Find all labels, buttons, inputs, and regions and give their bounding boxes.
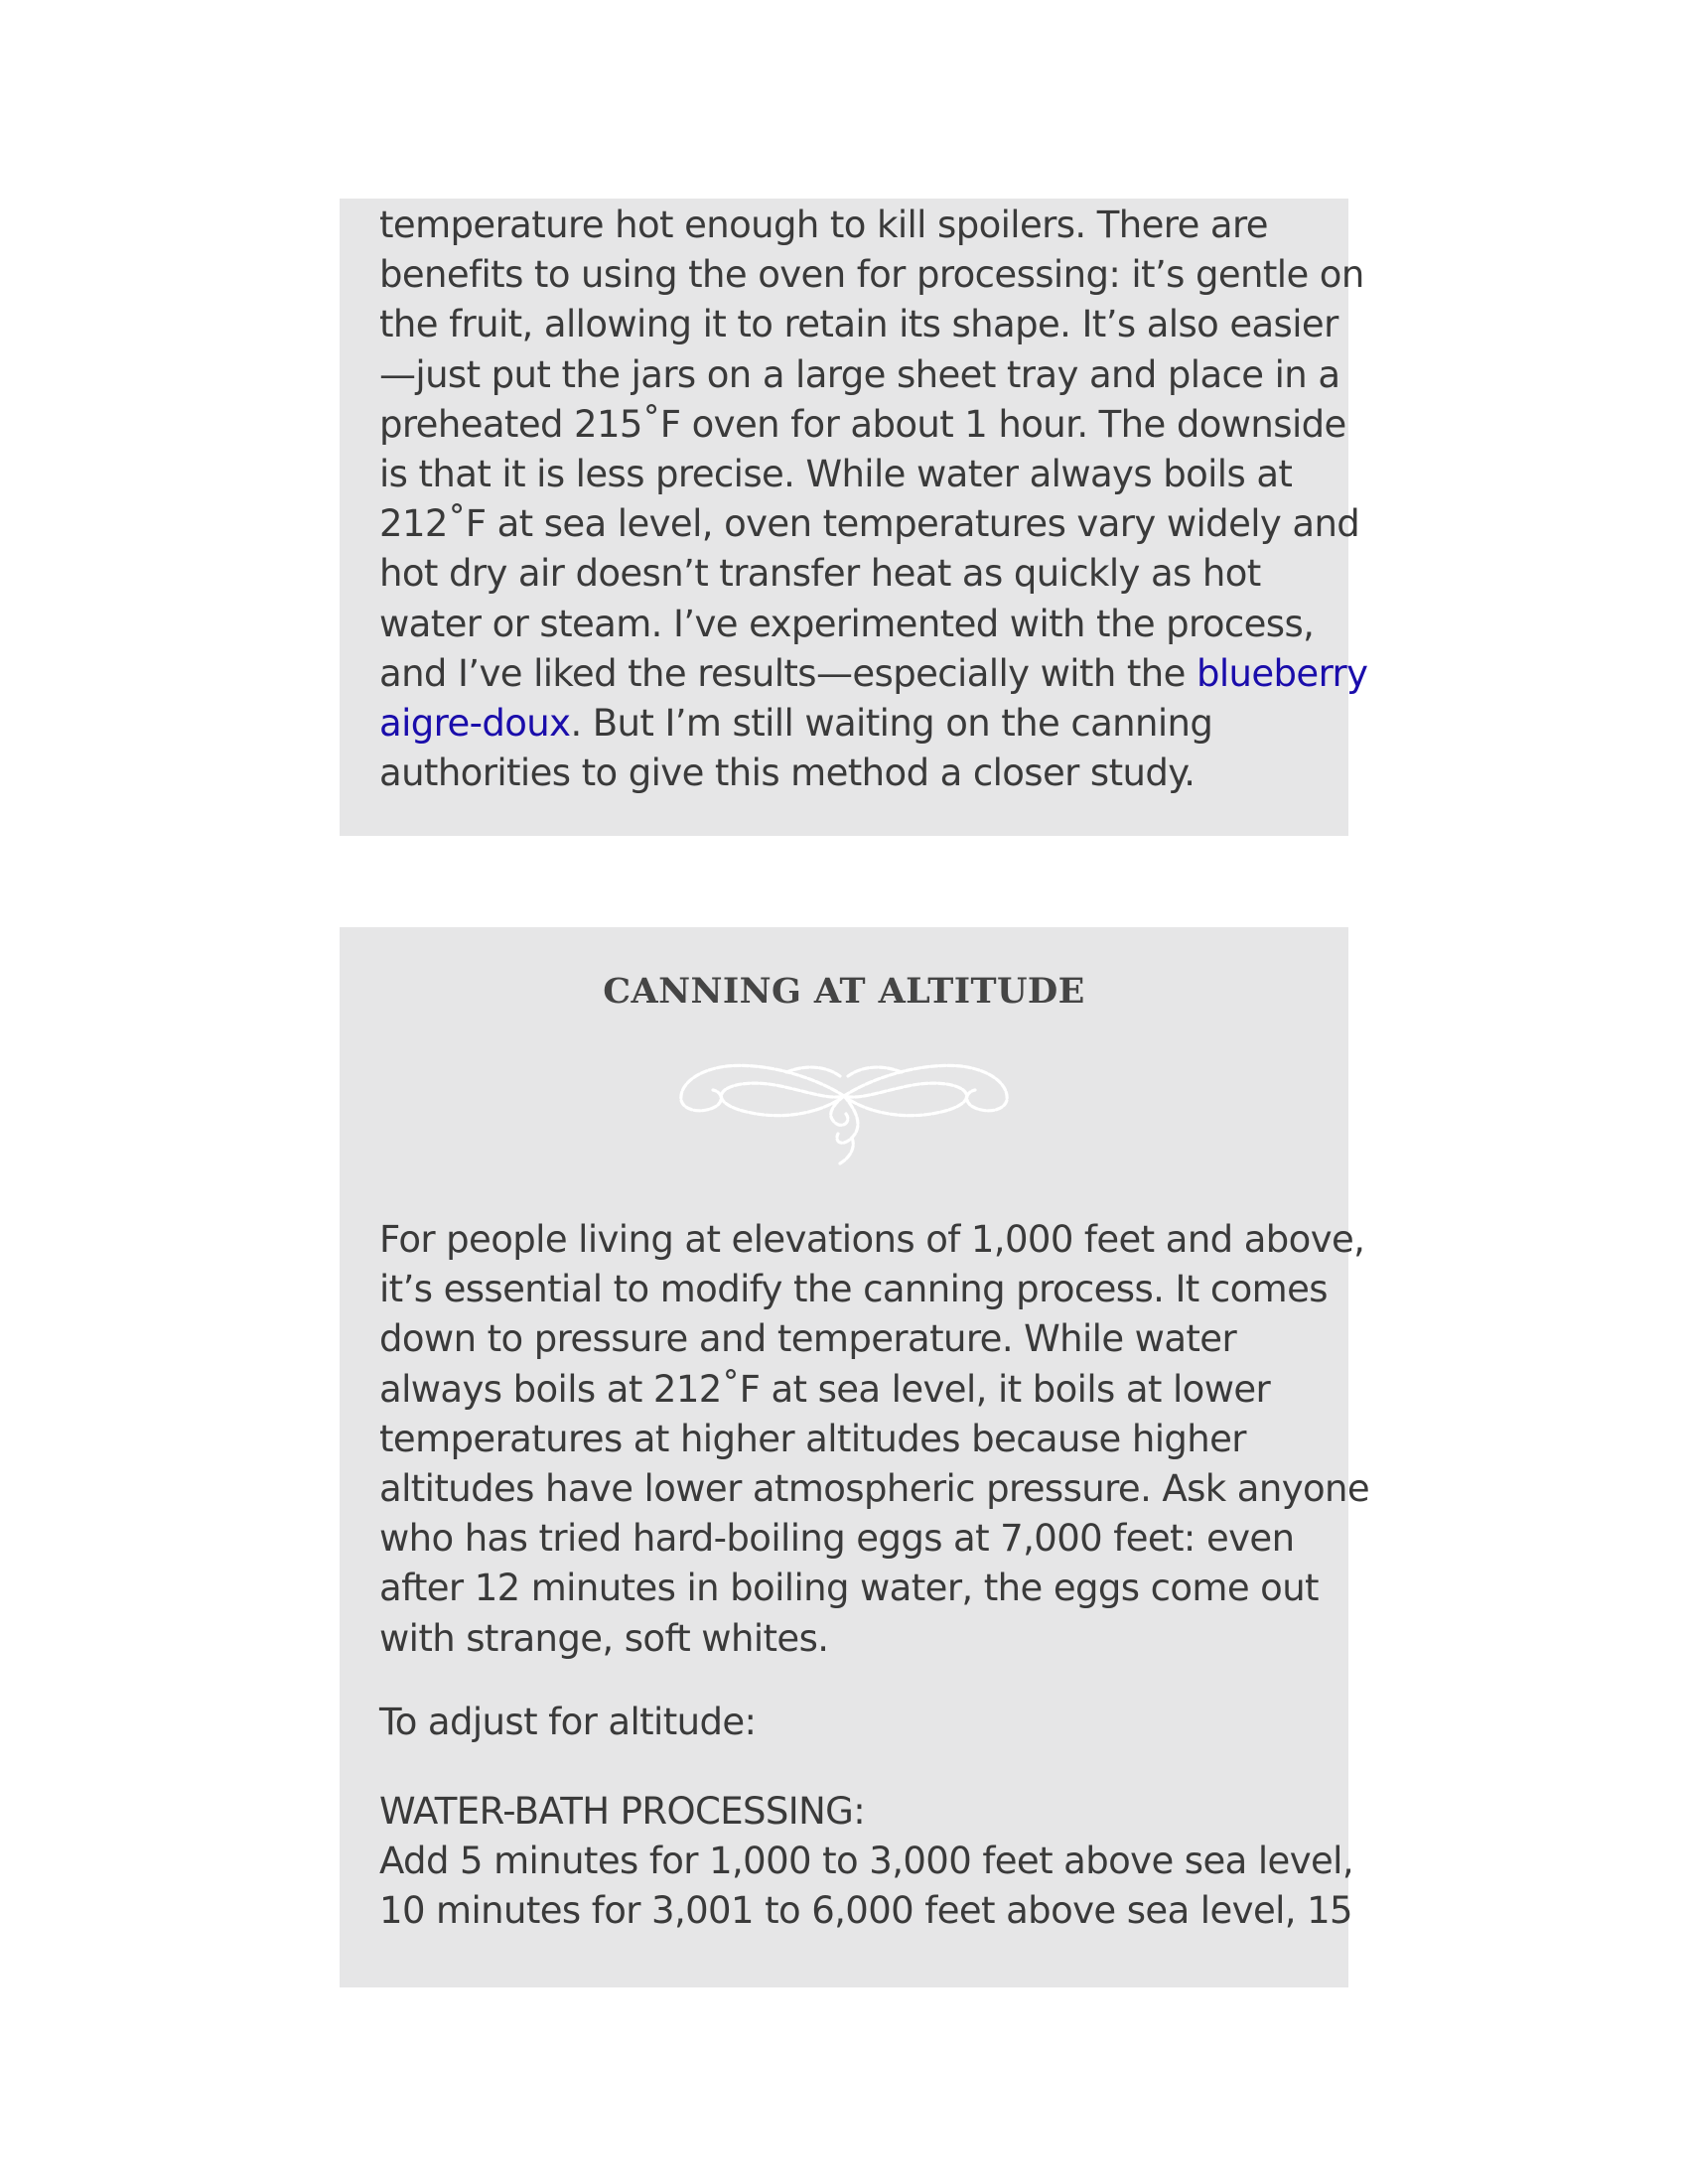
text-line: To adjust for altitude: bbox=[379, 1701, 757, 1743]
text-line: altitudes have lower atmospheric pressure. Ask anyone bbox=[379, 1467, 1370, 1511]
text-line: always boils at 212˚F at sea level, it boils at lower bbox=[379, 1367, 1271, 1411]
blueberry-aigre-doux-link[interactable]: blueberry bbox=[1196, 651, 1368, 695]
oven-processing-text bbox=[379, 201, 1367, 798]
text-line: after 12 minutes in boiling water, the eggs come out bbox=[379, 1567, 1319, 1610]
text-line: temperature hot enough to kill spoilers. There are bbox=[379, 204, 1268, 246]
water-bath-heading: WATER-BATH PROCESSING: bbox=[379, 1790, 866, 1833]
text-line: hot dry air doesn’t transfer heat as quickly as hot bbox=[379, 552, 1261, 596]
flourish-ornament-icon bbox=[677, 1052, 1011, 1169]
oven-processing-sidebar bbox=[340, 199, 1368, 836]
text-line-with-link bbox=[379, 649, 1367, 699]
text-segment: and I’ve liked the results—especially with the bbox=[379, 651, 1196, 695]
text-line: 212˚F at sea level, oven temperatures vary widely and bbox=[379, 502, 1360, 546]
water-bath-section bbox=[379, 1787, 1353, 1937]
text-line: temperatures at higher altitudes because higher bbox=[379, 1417, 1246, 1460]
text-line-with-link bbox=[379, 699, 1367, 749]
text-line: Add 5 minutes for 1,000 to 3,000 feet above sea level, bbox=[379, 1840, 1353, 1883]
text-line: water or steam. I’ve experimented with the process, bbox=[379, 602, 1315, 645]
text-line: with strange, soft whites. bbox=[379, 1616, 829, 1660]
text-line: For people living at elevations of 1,000 feet and above, bbox=[379, 1218, 1365, 1261]
text-line: 10 minutes for 3,001 to 6,000 feet above sea level, 15 bbox=[379, 1889, 1352, 1933]
text-line: —just put the jars on a large sheet tray and place in a bbox=[379, 352, 1340, 396]
adjust-intro-paragraph bbox=[379, 1698, 756, 1747]
text-line: is that it is less precise. While water always boils at bbox=[379, 453, 1293, 496]
text-line: down to pressure and temperature. While water bbox=[379, 1317, 1237, 1361]
text-line: it’s essential to modify the canning process. It comes bbox=[379, 1268, 1328, 1311]
text-line: authorities to give this method a closer study. bbox=[379, 751, 1196, 795]
text-line: preheated 215˚F oven for about 1 hour. The downside bbox=[379, 402, 1346, 446]
canning-at-altitude-sidebar bbox=[340, 927, 1370, 1987]
text-line: benefits to using the oven for processing: it’s gentle on bbox=[379, 253, 1364, 297]
text-line: who has tried hard-boiling eggs at 7,000 feet: even bbox=[379, 1517, 1295, 1561]
blueberry-aigre-doux-link-continued[interactable]: aigre-doux bbox=[379, 702, 571, 746]
text-segment: . But I’m still waiting on the canning bbox=[570, 702, 1213, 746]
altitude-explanation-paragraph bbox=[379, 1215, 1369, 1664]
section-heading: CANNING AT ALTITUDE bbox=[603, 971, 1085, 1012]
text-line: the fruit, allowing it to retain its shape. It’s also easier bbox=[379, 303, 1338, 346]
